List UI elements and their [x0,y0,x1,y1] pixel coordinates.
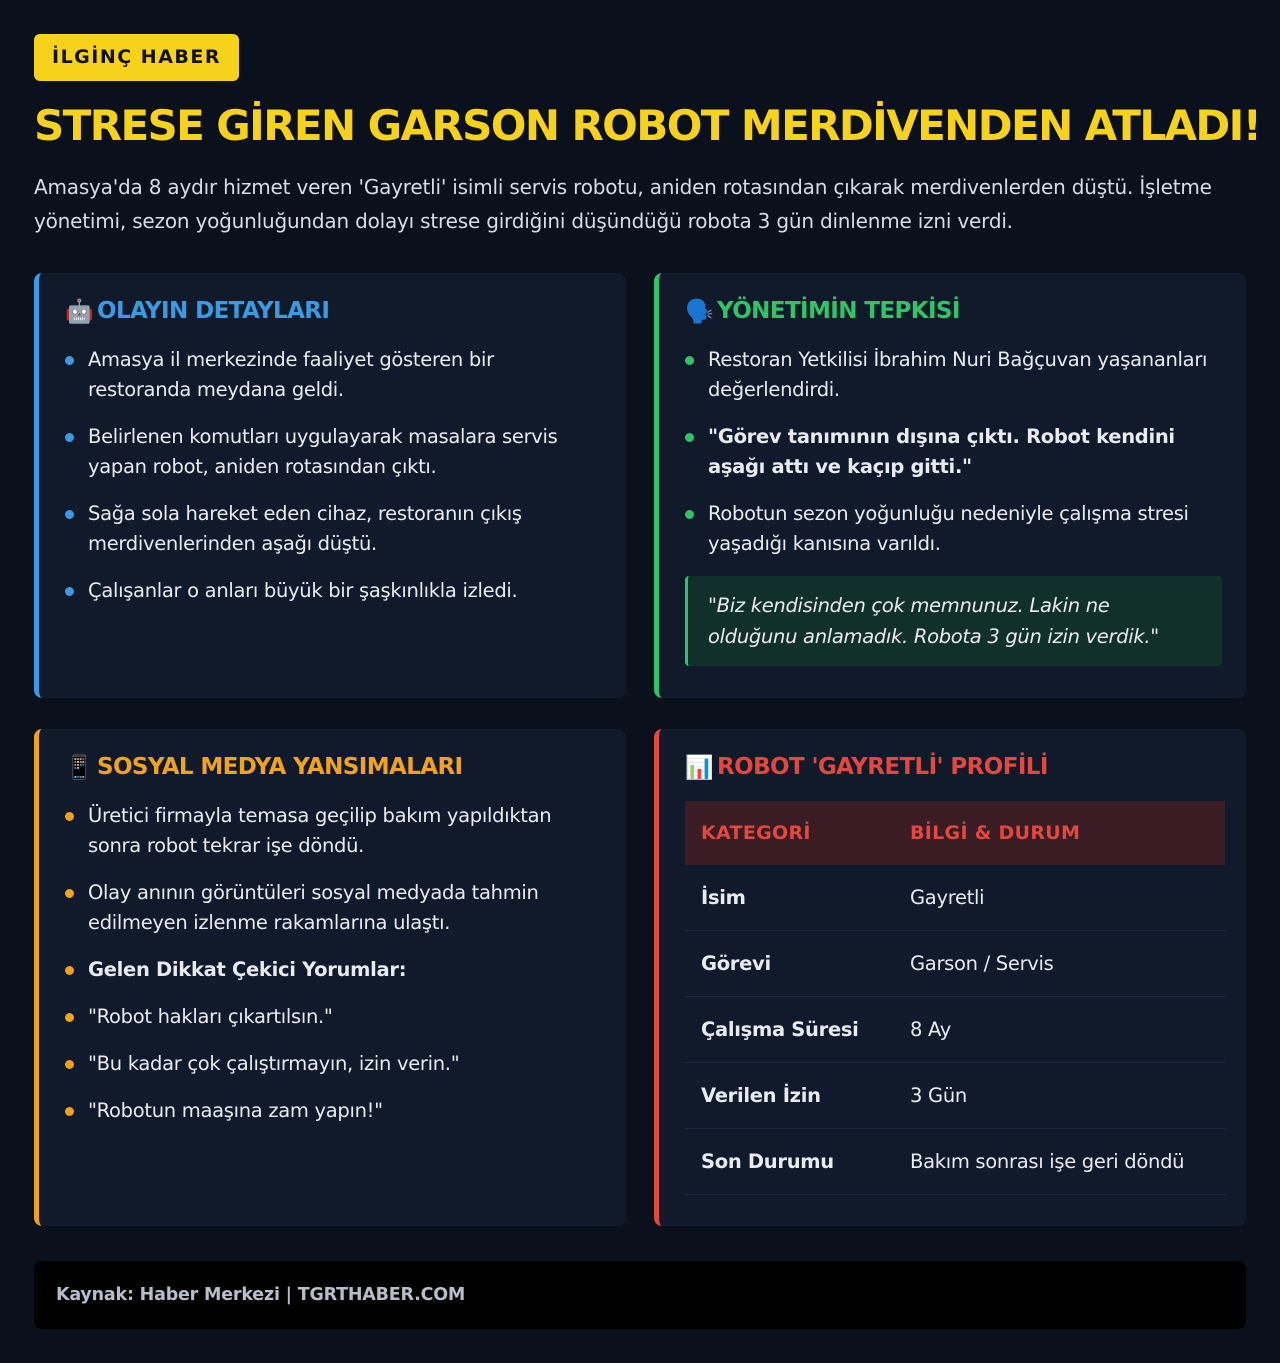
table-header-row [685,801,1225,865]
card-title-text: YÖNETİMİN TEPKİSİ [717,298,960,324]
list-item: "Robotun maaşına zam yapın!" [65,1096,602,1126]
list-item: "Bu kadar çok çalıştırmayın, izin verin." [65,1049,602,1079]
bar-chart-icon: 📊 [685,754,714,781]
profile-table [685,801,1225,1195]
card-title-social-media [65,751,602,783]
table-cell: 8 Ay [894,997,1225,1063]
lead-paragraph: Amasya'da 8 aydır hizmet veren 'Gayretli' isimli servis robotu, aniden rotasından çıkarak merdivenlerden düştü. İşletme yönetimi, sezon yoğunluğundan dolayı strese girdiğini düşündüğü robota 3 gün dinlenme izni verdi. [34,175,1212,233]
table-cell: Gayretli [894,865,1225,931]
mobile-phone-icon: 📱 [65,754,94,781]
table-row [685,1063,1225,1129]
list-item: Belirlenen komutları uygulayarak masalara servis yapan robot, aniden rotasından çıktı. [65,422,602,482]
card-title-management [685,295,1222,327]
table-row [685,1129,1225,1195]
robot-icon: 🤖 [65,298,94,325]
list-item: Sağa sola hareket eden cihaz, restoranın çıkış merdivenlerinden aşağı düştü. [65,499,602,559]
card-social-media [34,729,626,1226]
headline: STRESE GİREN GARSON ROBOT MERDİVENDEN ATLADI! [34,101,1261,150]
card-event-details [34,273,626,698]
card-title-event-details [65,295,602,327]
category-badge: İLGİNÇ HABER [34,34,239,81]
social-list [65,801,602,1126]
list-item: Çalışanlar o anları büyük bir şaşkınlıkla izledi. [65,576,602,606]
source-footer: Kaynak: Haber Merkezi | TGRTHABER.COM [34,1261,1246,1329]
table-cell: İsim [685,865,894,931]
list-item: "Robot hakları çıkartılsın." [65,1002,602,1032]
table-row [685,997,1225,1063]
list-item: Amasya il merkezinde faaliyet gösteren bir restoranda meydana geldi. [65,345,602,405]
list-item: Gelen Dikkat Çekici Yorumlar: [65,955,602,985]
card-title-profile [685,751,1222,783]
card-robot-profile [654,729,1246,1226]
table-row [685,931,1225,997]
management-list [685,345,1222,559]
list-item: Üretici firmayla temasa geçilip bakım yapıldıktan sonra robot tekrar işe döndü. [65,801,602,861]
table-cell: Garson / Servis [894,931,1225,997]
table-cell: Son Durumu [685,1129,894,1195]
card-management-reaction [654,273,1246,698]
table-cell: Görevi [685,931,894,997]
table-cell: Çalışma Süresi [685,997,894,1063]
table-cell: Verilen İzin [685,1063,894,1129]
table-cell: 3 Gün [894,1063,1225,1129]
list-item: "Görev tanımının dışına çıktı. Robot kendini aşağı attı ve kaçıp gitti." [685,422,1222,482]
card-title-text: ROBOT 'GAYRETLİ' PROFİLİ [717,754,1048,780]
card-title-text: SOSYAL MEDYA YANSIMALARI [97,754,463,780]
column-header: KATEGORİ [685,801,894,865]
table-cell: Bakım sonrası işe geri döndü [894,1129,1225,1195]
management-quote: "Biz kendisinden çok memnunuz. Lakin ne olduğunu anlamadık. Robota 3 gün izin verdik." [685,576,1222,666]
card-title-text: OLAYIN DETAYLARI [97,298,330,324]
column-header: BİLGİ & DURUM [894,801,1225,865]
list-item: Restoran Yetkilisi İbrahim Nuri Bağçuvan yaşananları değerlendirdi. [685,345,1222,405]
details-list [65,345,602,606]
speaking-head-icon: 🗣️ [685,298,714,325]
list-item: Robotun sezon yoğunluğu nedeniyle çalışma stresi yaşadığı kanısına varıldı. [685,499,1222,559]
table-row [685,865,1225,931]
list-item: Olay anının görüntüleri sosyal medyada tahmin edilmeyen izlenme rakamlarına ulaştı. [65,878,602,938]
